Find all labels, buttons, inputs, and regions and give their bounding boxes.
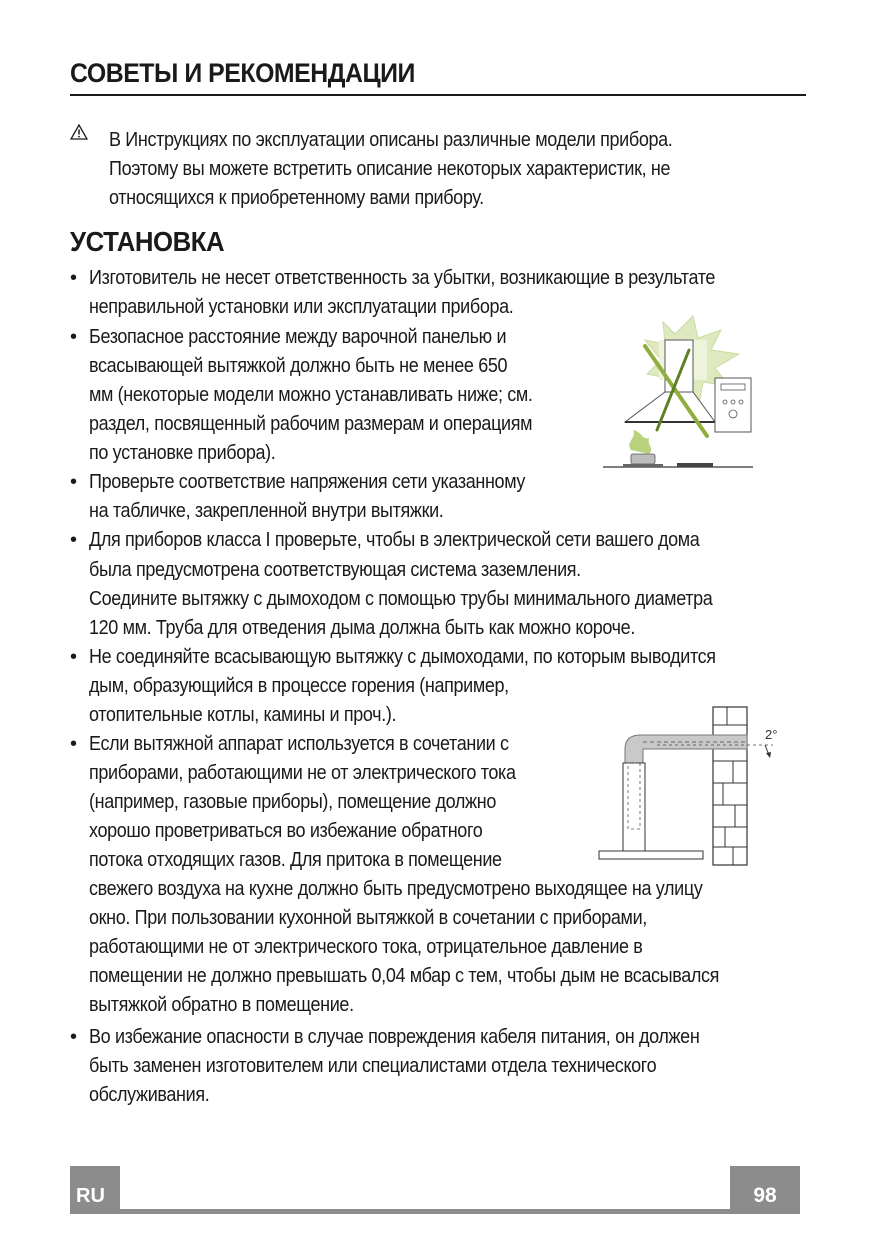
bullet-line: помещении не должно превышать 0,04 мбар с тем, чтобы дым не всасывался — [89, 965, 720, 987]
bullet-marker: • — [70, 326, 78, 348]
bullet-line: Не соединяйте всасывающую вытяжку с дымоходами, по которым выводится — [89, 646, 716, 668]
title-underline — [70, 94, 806, 96]
bullet-line: хорошо проветриваться во избежание обратного — [89, 820, 483, 842]
bullet-marker: • — [70, 471, 78, 493]
bullet-line: по установке прибора). — [89, 442, 276, 464]
bullet-line: Безопасное расстояние между варочной панелью и — [89, 326, 507, 348]
bullet-line: Если вытяжной аппарат используется в сочетании с — [89, 733, 509, 755]
bullet-marker: • — [70, 646, 78, 668]
install-title: УСТАНОВКА — [70, 226, 225, 257]
bullet-marker: • — [70, 1026, 78, 1048]
bullet-line: вытяжкой обратно в помещение. — [89, 994, 354, 1016]
bullet-line: окно. При пользовании кухонной вытяжкой в сочетании с приборами, — [89, 907, 647, 929]
note-line: относящихся к приобретенному вами прибору. — [109, 187, 484, 209]
bullet-line: была предусмотрена соответствующая система заземления. — [89, 559, 581, 581]
note-line: В Инструкциях по эксплуатации описаны различные модели прибора. — [109, 129, 673, 151]
bullet-line: Проверьте соответствие напряжения сети указанному — [89, 471, 526, 493]
bullet-marker: • — [70, 733, 78, 755]
section-title: СОВЕТЫ И РЕКОМЕНДАЦИИ — [70, 58, 415, 88]
bullet-line: на табличке, закрепленной внутри вытяжки. — [89, 500, 444, 522]
bullet-line: быть заменен изготовителем или специалистами отдела технического — [89, 1055, 657, 1077]
page-number: 98 — [730, 1166, 800, 1214]
bullet-line: Соедините вытяжку с дымоходом с помощью трубы минимального диаметра — [89, 588, 713, 610]
bullet-line: отопительные котлы, камины и проч.). — [89, 704, 397, 726]
bullet-line: работающими не от электрического тока, отрицательное давление в — [89, 936, 643, 958]
note-text — [109, 126, 793, 213]
hood-over-hob-illustration — [603, 312, 753, 472]
bullet-line: дым, образующийся в процессе горения (например, — [89, 675, 509, 697]
bullet-line: потока отходящих газов. Для притока в помещение — [89, 849, 502, 871]
bullet-line: всасывающей вытяжкой должно быть не менее 650 — [89, 355, 508, 377]
bullet-line: (например, газовые приборы), помещение должно — [89, 791, 496, 813]
warning-triangle-icon — [70, 124, 88, 140]
bullet-line: 120 мм. Труба для отведения дыма должна быть как можно короче. — [89, 617, 635, 639]
bullet-marker: • — [70, 267, 78, 289]
bullet-line: приборами, работающими не от электрического тока — [89, 762, 516, 784]
duct-to-wall-illustration — [597, 705, 787, 867]
angle-label: 2° — [765, 727, 778, 742]
bullet-line: раздел, посвященный рабочим размерам и операциям — [89, 413, 533, 435]
bullet-line: Во избежание опасности в случае повреждения кабеля питания, он должен — [89, 1026, 700, 1048]
note-line: Поэтому вы можете встретить описание некоторых характеристик, не — [109, 158, 671, 180]
bullet-line: Изготовитель не несет ответственность за убытки, возникающие в результате — [89, 267, 716, 289]
bullet-marker: • — [70, 529, 78, 551]
bullet-line: мм (некоторые модели можно устанавливать ниже; см. — [89, 384, 533, 406]
language-tab: RU — [70, 1166, 120, 1214]
bullet-line: Для приборов класса I проверьте, чтобы в электрической сети вашего дома — [89, 529, 700, 551]
bullet-line: свежего воздуха на кухне должно быть предусмотрено выходящее на улицу — [89, 878, 703, 900]
footer-divider — [120, 1209, 730, 1214]
bullet-line: обслуживания. — [89, 1084, 210, 1106]
bullet-line: неправильной установки или эксплуатации прибора. — [89, 296, 514, 318]
